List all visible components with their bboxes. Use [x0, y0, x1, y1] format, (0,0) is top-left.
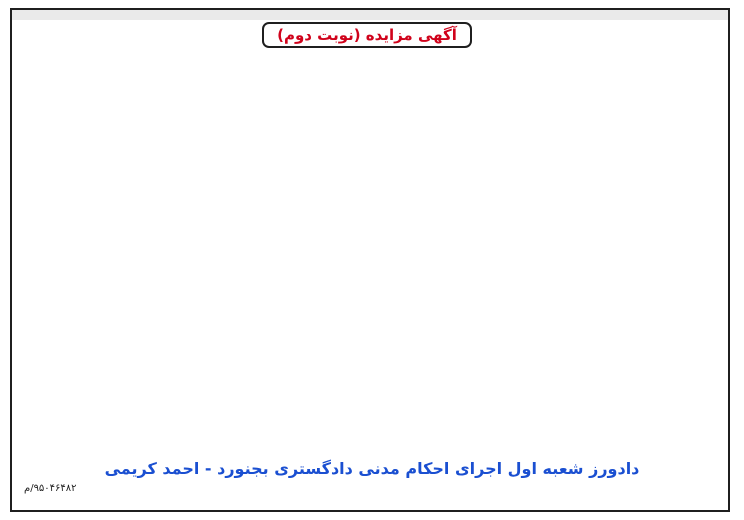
body-line	[20, 286, 720, 305]
body-line	[20, 73, 720, 92]
reference-number: ۹۵۰۴۶۴۸۲/م	[24, 483, 77, 494]
body-line	[20, 208, 720, 227]
body-line	[20, 421, 720, 440]
body-line	[20, 170, 720, 189]
body-line	[20, 54, 720, 73]
notice-body	[20, 54, 720, 442]
body-line	[20, 112, 720, 131]
body-line	[20, 363, 720, 382]
body-line	[20, 189, 720, 208]
body-line	[20, 401, 720, 420]
body-line	[20, 324, 720, 343]
top-strip	[12, 10, 728, 20]
body-line	[20, 228, 720, 247]
signature-line: دادورز شعبه اول اجرای احکام مدنی دادگستری بجنورد - احمد کریمی	[104, 459, 640, 478]
body-line	[20, 382, 720, 401]
body-line	[20, 343, 720, 362]
notice-frame	[10, 8, 730, 512]
body-line	[20, 93, 720, 112]
notice-title: آگهی مزایده (نوبت دوم)	[277, 26, 457, 44]
title-box	[262, 22, 472, 48]
body-line	[20, 247, 720, 266]
body-line	[20, 150, 720, 169]
body-line	[20, 131, 720, 150]
body-line	[20, 305, 720, 324]
body-line	[20, 266, 720, 285]
